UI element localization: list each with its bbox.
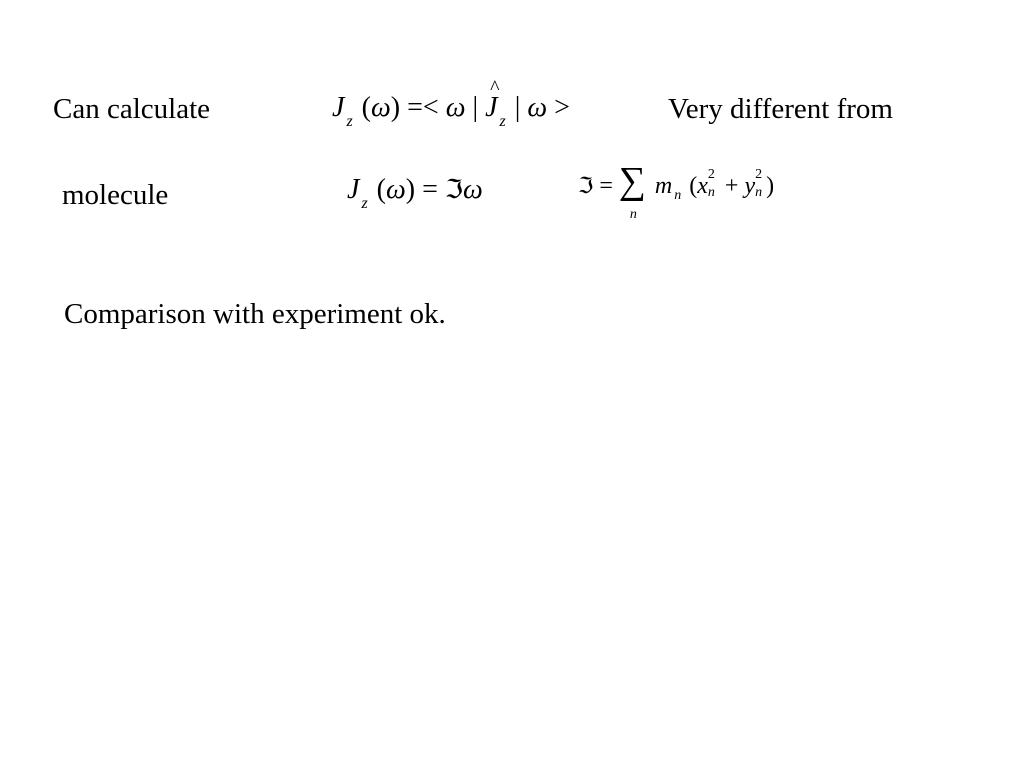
can-calculate-label: Can calculate xyxy=(53,93,210,125)
molecule-label: molecule xyxy=(62,179,169,211)
linear-equation: J $_z$ (ω) = ℑω xyxy=(347,174,483,212)
very-different-from-text: Very different from xyxy=(668,93,893,125)
moment-of-inertia-equation: ℑ = ∑ n m $_n$ (x 2 n + y 2 n ) xyxy=(578,160,775,222)
comparison-text: Comparison with experiment ok. xyxy=(64,298,446,330)
summation-sign: ∑ n xyxy=(618,160,646,222)
expectation-equation: J $_z$ (ω) =< ω | ^ J $_z$ | ω > xyxy=(332,94,570,122)
